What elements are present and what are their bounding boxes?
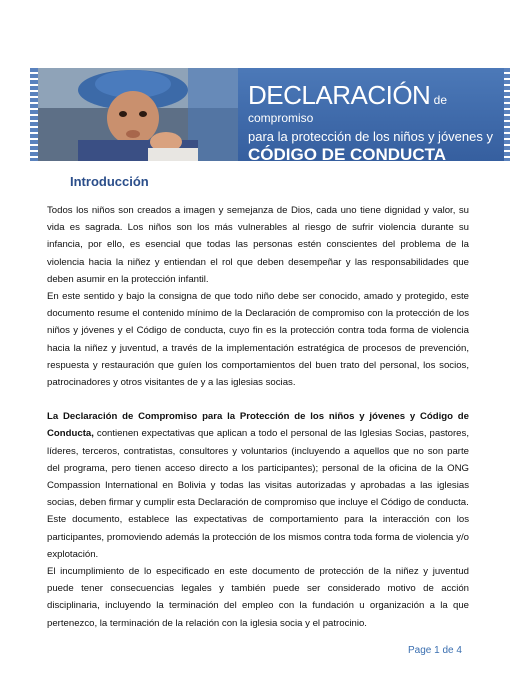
paragraph-4: Este documento, establece las expectativas de comportamiento para la interacción con los participantes, promoviendo además la protección de los mismos contra toda forma de violencia y/o explotación. [47, 514, 469, 560]
paragraph-3 [47, 408, 469, 511]
banner-title [248, 82, 504, 161]
child-photo [38, 68, 238, 161]
title-codigo: CÓDIGO DE CONDUCTA [248, 145, 447, 161]
paragraph-2: En este sentido y bajo la consigna de que todo niño debe ser conocido, amado y protegido, este documento resume el contenido mínimo de la Declaración de compromiso con la protección de los niños y jóvenes y el Código de conducta, cuyo fin es la protección contra toda forma de violencia hacia la niñez y juventud, a través de la implementación estratégica de procesos de prevención, respuesta y restauración que guíen los comportamientos del buen trato del personal, los socios, patrocinadores y otros visitantes de y a las iglesias socias. [47, 291, 469, 389]
document-body [47, 202, 469, 632]
page-number: Page 1 de 4 [408, 645, 462, 656]
paragraph-5: El incumplimiento de lo especificado en este documento de protección de la niñez y juventud puede tener consecuencias legales y también puede ser considerado motivo de acción disciplinaria, incluyendo la terminación del empleo con la fundación u organización a la que pertenezco, la terminación de la relación con la iglesia socia y el patrocinio. [47, 566, 469, 629]
paragraph-1: Todos los niños son creados a imagen y semejanza de Dios, cada uno tiene dignidad y valor, su vida es sagrada. Los niños son los más vulnerables al riesgo de sufrir violencia durante su infancia, por ello, es esencial que todas las personas estén conscientes del problema de la violencia hacia la niñez y entiendan el rol que deben desempeñar y las responsabilidades que deben asumir en la protección infantil. [47, 205, 469, 285]
title-subline: para la protección de los niños y jóvenes y [248, 129, 493, 144]
title-de-compromiso: de compromiso [248, 93, 448, 125]
paragraph-spacer [47, 391, 469, 408]
title-declaracion: DECLARACIÓN [248, 80, 431, 110]
paragraph-3-bold: La Declaración de Compromiso para la Protección de los niños y jóvenes y Código de Conducta, [47, 411, 469, 440]
paragraph-3-rest: contienen expectativas que aplican a todo el personal de las Iglesias Socias, pastores, líderes, terceros, contratistas, consultores y voluntarios (incluyendo a aquellos que no son parte del programa, pero tienen acceso directo a los participantes); personal de la oficina de la ONG Compassion International en Bolivia y todas las visitas autorizadas y aprobadas a las iglesias socias, deben firmar y cumplir esta Declaración de compromiso que incluye el Código de conducta. [47, 428, 469, 509]
header-banner [38, 68, 504, 161]
section-heading: Introducción [70, 174, 149, 189]
